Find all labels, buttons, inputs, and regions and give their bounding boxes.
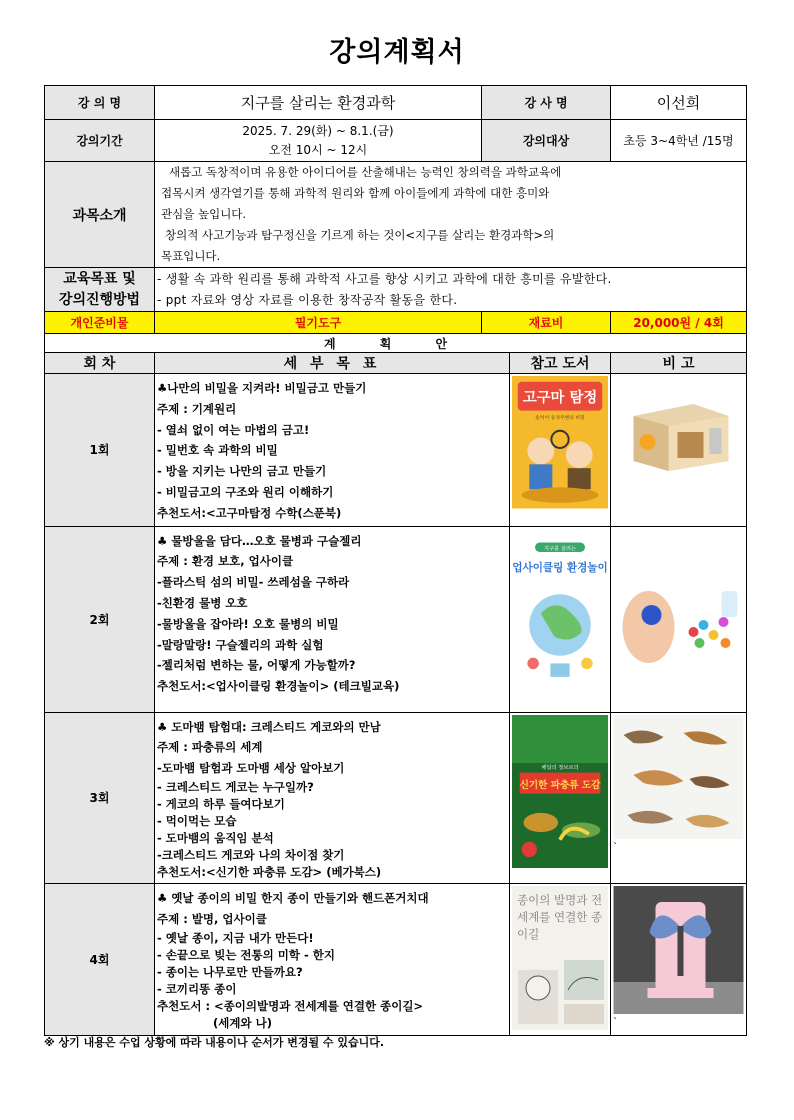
session-line: -친환경 물병 오호 bbox=[157, 595, 248, 610]
goal-text: - 생활 속 과학 원리를 통해 과학적 사고를 향상 시키고 과학에 대한 흥미를 유발한다. bbox=[157, 271, 612, 286]
session-number: 4회 bbox=[45, 883, 155, 1035]
book-cover-image bbox=[512, 529, 608, 702]
session-number: 1회 bbox=[45, 374, 155, 527]
session-line: - 손끝으로 빚는 전통의 미학 - 한지 bbox=[157, 947, 335, 962]
supplies-value: 필기도구 bbox=[155, 312, 482, 334]
period-label: 강의기간 bbox=[45, 120, 155, 162]
method-text: - ppt 자료와 영상 자료를 이용한 창작공작 활동을 한다. bbox=[157, 292, 458, 307]
jelly-beads-photo bbox=[613, 577, 744, 667]
note-image-cell bbox=[611, 374, 747, 527]
book-cover-cell bbox=[510, 374, 611, 527]
instructor-label: 강 사 명 bbox=[482, 86, 611, 120]
goal-label-cell bbox=[45, 268, 155, 312]
session-number: 2회 bbox=[45, 526, 155, 712]
session-line: - 먹이먹는 모습 bbox=[157, 813, 237, 828]
lecture-plan-table bbox=[44, 85, 747, 1036]
goal-cell bbox=[155, 268, 747, 312]
intro-line: 관심을 높입니다. bbox=[161, 207, 247, 221]
col-notes: 비 고 bbox=[611, 353, 747, 374]
session-line: - 게코의 하루 들여다보기 bbox=[157, 796, 285, 811]
session-line: 주제 : 기계원리 bbox=[157, 401, 237, 416]
session-line: -말랑말랑! 구슬젤리의 과학 실험 bbox=[157, 637, 324, 652]
session-number: 3회 bbox=[45, 712, 155, 883]
col-books: 참고 도서 bbox=[510, 353, 611, 374]
session-line: - 열쇠 없이 여는 마법의 금고! bbox=[157, 422, 310, 437]
method-label: 강의진행방법 bbox=[58, 291, 141, 308]
lecture-name: 지구를 살리는 환경과학 bbox=[155, 86, 482, 120]
session-line: - 종이는 나무로만 만들까요? bbox=[157, 964, 303, 979]
period-time: 오전 10시 ~ 12시 bbox=[268, 142, 368, 157]
session-line: ♣ 옛날 종이의 비밀 한지 종이 만들기와 핸드폰거치대 bbox=[157, 890, 429, 905]
intro-text bbox=[155, 162, 747, 268]
goal-label: 교육목표 및 bbox=[63, 270, 136, 287]
session-line: -크레스티드 게코와 나의 차이점 찾기 bbox=[157, 847, 345, 862]
session-details bbox=[155, 526, 510, 712]
book-title: 고구마 탐정 bbox=[522, 389, 598, 406]
session-line: - 도마뱀의 움직임 분석 bbox=[157, 830, 274, 845]
session-line: ♣ 도마뱀 탐험대: 크레스티드 게코와의 만남 bbox=[157, 719, 381, 734]
session-line: ♣ 물방울을 담다…오호 물병과 구슬젤리 bbox=[157, 533, 362, 548]
book-subtitle: 송석이 동경주변의 비밀 bbox=[535, 416, 585, 422]
session-line: -물방울을 잡아라! 오호 물병의 비밀 bbox=[157, 616, 339, 631]
session-line: - 밀번호 속 과학의 비밀 bbox=[157, 443, 278, 458]
book-cover-cell bbox=[510, 712, 611, 883]
note-image-cell bbox=[611, 883, 747, 1035]
fee-label: 재료비 bbox=[482, 312, 611, 334]
lecture-name-label: 강 의 명 bbox=[45, 86, 155, 120]
book-title: 종이의 발명과 전세계를 연결한 종이길 bbox=[517, 892, 603, 941]
book-illustration bbox=[518, 960, 606, 1024]
book-cover-cell bbox=[510, 526, 611, 712]
session-line: -도마뱀 탐험과 도마뱀 세상 알아보기 bbox=[157, 761, 345, 776]
session-details bbox=[155, 883, 510, 1035]
col-session: 회 차 bbox=[45, 353, 155, 374]
book-cover-image bbox=[512, 886, 608, 1030]
book-subtitle: 지구를 살리는 bbox=[543, 545, 577, 552]
session-line: 추천도서 : <종이의발명과 전세계를 연결한 종이길> bbox=[157, 998, 424, 1013]
session-details bbox=[155, 712, 510, 883]
intro-line: 창의적 사고기능과 탐구정신을 기르게 하는 것이<지구를 살리는 환경과학>의 bbox=[165, 228, 555, 242]
session-line: (세계와 나) bbox=[157, 1015, 273, 1030]
instructor-name: 이선희 bbox=[611, 86, 747, 120]
fee-value: 20,000원 / 4회 bbox=[611, 312, 747, 334]
session-line: 추천도서:<신기한 파충류 도감> (베가북스) bbox=[157, 864, 382, 879]
session-line: ♣나만의 비밀을 지켜라! 비밀금고 만들기 bbox=[157, 381, 367, 395]
gecko-illustrations bbox=[613, 715, 744, 839]
session-line: 추천도서:<고구마탐정 수학(스푼북) bbox=[157, 505, 342, 520]
book-cover-cell bbox=[510, 883, 611, 1035]
book-cover-image bbox=[512, 715, 608, 869]
supplies-label: 개인준비물 bbox=[45, 312, 155, 334]
phone-stand-photo bbox=[613, 886, 744, 1014]
intro-line: 새롭고 독창적이며 유용한 아이디어를 산출해내는 능력인 창의력을 과학교육에 bbox=[169, 165, 562, 179]
period-cell bbox=[155, 120, 482, 162]
target-label: 강의대상 bbox=[482, 120, 611, 162]
session-details bbox=[155, 374, 510, 527]
book-subtitle: 해달의 정브르의 bbox=[541, 764, 579, 771]
session-line: -플라스틱 섬의 비밀- 쓰레섬을 구하라 bbox=[157, 575, 350, 590]
note-image-cell bbox=[611, 526, 747, 712]
note-mark: ` bbox=[613, 841, 619, 853]
col-goals: 세 부 목 표 bbox=[155, 353, 510, 374]
session-line: 주제 : 파충류의 세계 bbox=[157, 740, 263, 755]
session-line: - 방을 지키는 나만의 금고 만들기 bbox=[157, 464, 327, 479]
note-image-cell bbox=[611, 712, 747, 883]
plan-header: 계 획 안 bbox=[45, 334, 747, 353]
session-line: - 크레스티드 게코는 누구일까? bbox=[157, 779, 314, 794]
period-date: 2025. 7. 29(화) ~ 8.1.(금) bbox=[242, 123, 394, 138]
intro-line: 목표입니다. bbox=[161, 249, 221, 263]
book-title: 신기한 파충류 도감 bbox=[519, 779, 601, 791]
footnote: ※ 상기 내용은 수업 상황에 따라 내용이나 순서가 변경될 수 있습니다. bbox=[44, 1036, 385, 1049]
intro-line: 접목시켜 생각열기를 통해 과학적 원리와 함께 아이들에게 과학에 대한 흥미와 bbox=[161, 186, 550, 200]
note-mark: ` bbox=[613, 1016, 619, 1028]
session-line: - 옛날 종이, 지금 내가 만든다! bbox=[157, 930, 314, 945]
session-line: -젤리처럼 변하는 물, 어떻게 가능할까? bbox=[157, 658, 356, 673]
target-value: 초등 3~4학년 /15명 bbox=[611, 120, 747, 162]
session-line: - 코끼리똥 종이 bbox=[157, 981, 237, 996]
book-title: 업사이클링 환경놀이 bbox=[512, 561, 608, 574]
page-title: 강의계획서 bbox=[329, 37, 465, 68]
session-line: 주제 : 환경 보호, 업사이클 bbox=[157, 554, 294, 569]
wooden-safe-photo bbox=[613, 376, 744, 476]
book-cover-image bbox=[512, 376, 608, 509]
session-line: 주제 : 발명, 업사이클 bbox=[157, 911, 267, 926]
session-line: 추천도서:<업사이클링 환경놀이> (테크빌교육) bbox=[157, 679, 400, 694]
session-line: - 비밀금고의 구조와 원리 이해하기 bbox=[157, 484, 334, 499]
intro-label: 과목소개 bbox=[45, 162, 155, 268]
